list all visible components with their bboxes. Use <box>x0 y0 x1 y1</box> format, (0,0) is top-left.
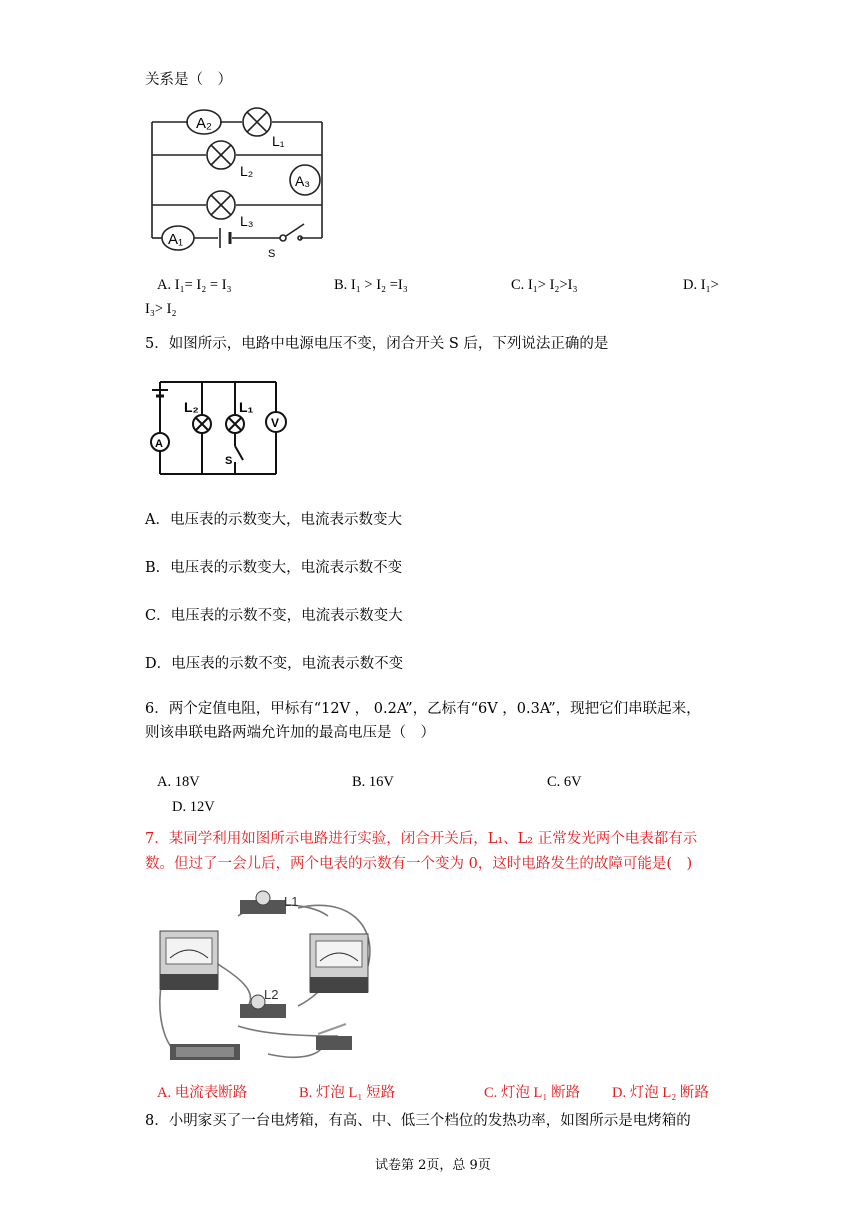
label-s: S <box>225 455 233 467</box>
q6-option-d[interactable]: D. 12V <box>172 799 215 815</box>
label-s: S <box>268 248 276 260</box>
label-v: V <box>271 416 280 430</box>
question-6-stem-line1: 6．两个定值电阻，甲标有“12V ， 0.2A”，乙标有“6V ，0.3A”，现把它们串联起来， <box>145 701 701 717</box>
label-l3: L₃ <box>240 213 254 229</box>
q4-option-b[interactable]: B. I₁ > I₂ =I₃ <box>334 277 408 293</box>
circuit-diagram-q5 <box>148 372 288 482</box>
page-footer: 试卷第 2页，总 9页 <box>375 1158 491 1173</box>
q5-option-c[interactable]: C．电压表的示数不变，电流表示数变大 <box>145 608 403 624</box>
q7-option-c[interactable]: C. 灯泡 L₁ 断路 <box>484 1085 581 1101</box>
label-l2: L2 <box>264 987 279 1002</box>
question-4-tail: 关系是（ ） <box>145 72 232 88</box>
label-a3: A₃ <box>295 173 311 189</box>
q4-option-d-continued: I₃> I₂ <box>145 301 177 317</box>
q7-option-a[interactable]: A. 电流表断路 <box>157 1085 248 1101</box>
label-l1: L1 <box>284 894 299 909</box>
q7-option-b[interactable]: B. 灯泡 L₁ 短路 <box>299 1085 396 1101</box>
label-a2: A₂ <box>196 115 212 132</box>
q6-option-c[interactable]: C. 6V <box>547 774 582 790</box>
question-8-stem: 8．小明家买了一台电烤箱，有高、中、低三个档位的发热功率，如图所示是电烤箱的 <box>145 1113 691 1129</box>
question-6-stem-line2: 则该串联电路两端允许加的最高电压是（ ） <box>145 725 435 741</box>
label-l1: L₁ <box>272 133 285 149</box>
q7-option-d[interactable]: D. 灯泡 L₂ 断路 <box>612 1085 709 1101</box>
question-7-stem-line1: 7．某同学利用如图所示电路进行实验，闭合开关后，L₁、L₂ 正常发光两个电表都有示 <box>145 831 698 847</box>
label-l1: L₁ <box>239 399 254 415</box>
question-5-stem: 5．如图所示，电路中电源电压不变，闭合开关 S 后，下列说法正确的是 <box>145 336 609 352</box>
q5-option-a[interactable]: A．电压表的示数变大，电流表示数变大 <box>145 512 402 528</box>
circuit-diagram-q4 <box>140 100 335 260</box>
q5-option-d[interactable]: D．电压表的示数不变，电流表示数不变 <box>145 656 404 672</box>
label-l2: L₂ <box>240 163 254 179</box>
q5-option-b[interactable]: B．电压表的示数变大，电流表示数不变 <box>145 560 403 576</box>
question-7-stem-line2: 数。但过了一会儿后，两个电表的示数有一个变为 0，这时电路发生的故障可能是( ) <box>145 856 693 872</box>
label-l2: L₂ <box>184 399 199 415</box>
q6-option-b[interactable]: B. 16V <box>352 774 394 790</box>
q4-option-c[interactable]: C. I₁> I₂>I₃ <box>511 277 578 293</box>
q6-option-a[interactable]: A. 18V <box>157 774 200 790</box>
label-a1: A₁ <box>168 231 184 248</box>
q4-option-d[interactable]: D. I₁> <box>683 277 719 293</box>
q4-option-a[interactable]: A. I₁= I₂ = I₃ <box>157 277 232 293</box>
experiment-photo-q7 <box>148 886 383 1068</box>
label-a: A <box>155 438 163 450</box>
